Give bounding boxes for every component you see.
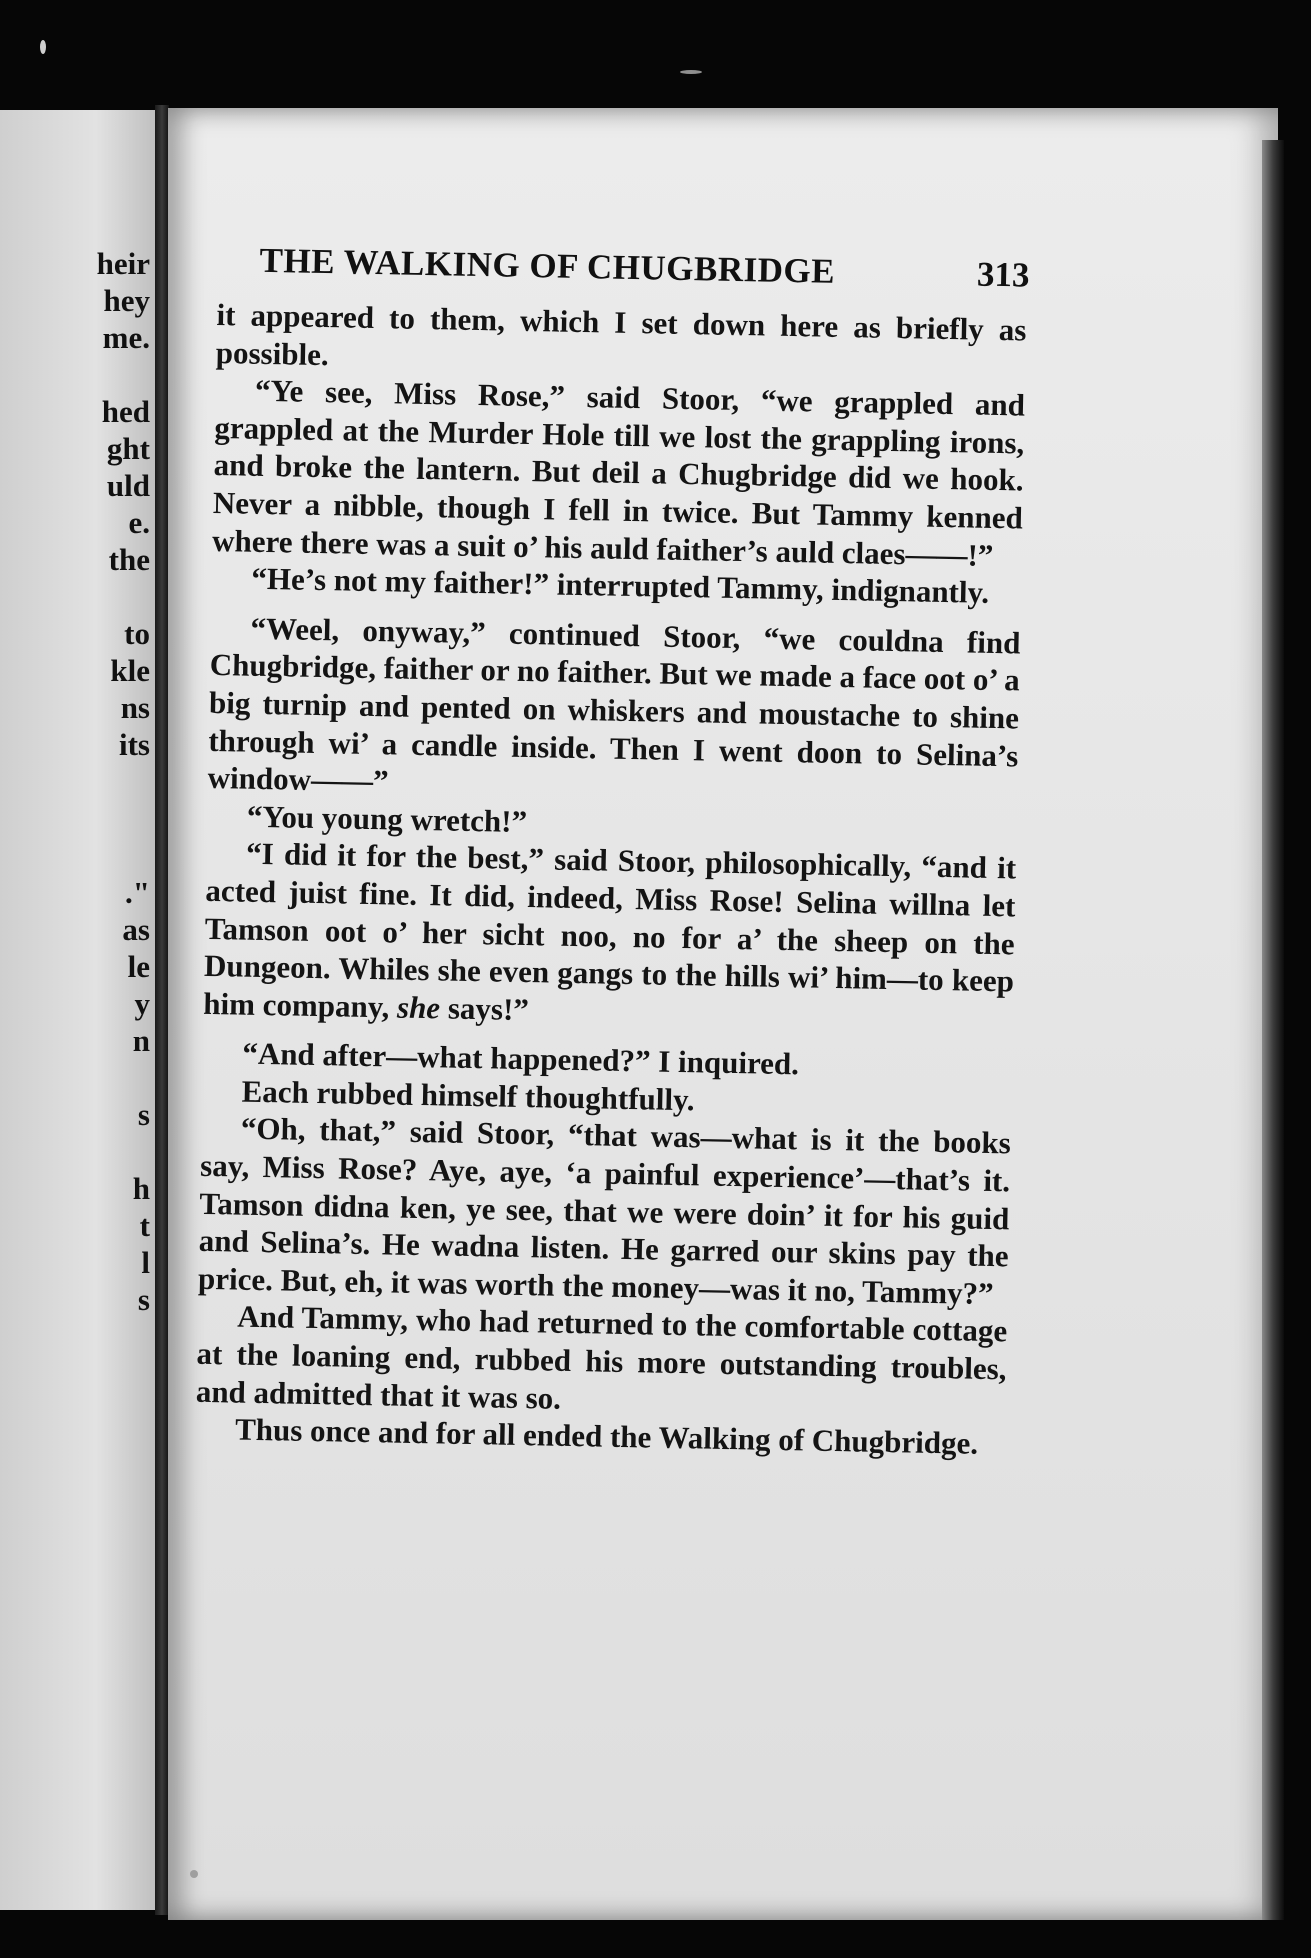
paragraph-6 [203, 834, 1016, 1037]
left-page-fragment: the [108, 542, 150, 577]
left-page-fragment: h [132, 1171, 150, 1206]
left-page-fragment [0, 1059, 150, 1096]
page-number: 313 [976, 254, 1030, 295]
left-facing-page [0, 110, 160, 1910]
left-page-fragment: t [139, 1208, 150, 1243]
paper-speck [40, 40, 46, 54]
left-page-fragment: to [124, 616, 150, 651]
left-page-fragment: n [132, 1023, 150, 1058]
running-title: THE WALKING OF CHUGBRIDGE [259, 240, 836, 291]
left-page-fragment: hey [103, 283, 150, 318]
left-page-fragment [0, 763, 150, 800]
left-page-fragment [0, 1133, 150, 1170]
left-page-fragment [0, 356, 150, 393]
left-page-fragment: e. [128, 505, 150, 540]
paragraph-5: “You young wretch!” [246, 798, 528, 839]
left-page-fragment: ght [106, 431, 150, 466]
paragraph-1: it appeared to them, which I set down here as briefly as possible. [215, 296, 1027, 372]
left-page-fragment: kle [110, 653, 150, 688]
left-page-fragment: uld [106, 468, 150, 503]
left-page-fragment [0, 578, 150, 615]
left-page-fragment: as [122, 912, 150, 947]
paragraph-6-italic: she [396, 989, 441, 1026]
paragraph-8: Each rubbed himself thoughtfully. [241, 1073, 695, 1118]
book-spine [155, 105, 169, 1915]
left-page-fragment: heir [96, 246, 150, 281]
paragraph-4: “Weel, onyway,” continued Stoor, “we couldna find Chugbridge, faither or no faither. But we made a face oot o’ a big turnip and pented on whiskers and moustache to shine through wi’ a candle inside. Then I went doon to Selina’s window——” [207, 610, 1021, 799]
left-page-fragment [0, 837, 150, 874]
paragraph-7: “And after—what happened?” I inquired. [242, 1035, 800, 1082]
left-page-fragment: s [137, 1282, 150, 1317]
left-page-text-fragments [0, 245, 150, 1318]
page-content [195, 240, 1028, 1463]
left-page-fragment: le [127, 949, 150, 984]
paragraph-3: “He’s not my faither!” interrupted Tammy, indignantly. [251, 560, 990, 611]
left-page-fragment: y [134, 986, 150, 1021]
left-page-fragment [0, 800, 150, 837]
left-page-fragment: s [137, 1097, 150, 1132]
left-page-fragment: ns [120, 690, 150, 725]
paragraph-2: “Ye see, Miss Rose,” said Stoor, “we grappled and grappled at the Murder Hole till we lost the grappling irons, and broke the lantern. But deil a Chugbridge did we hook. Never a nibble, though I fell in twice. But Tammy kenned where there was a suit o’ his auld faither’s auld claes——!” [211, 372, 1026, 573]
left-page-fragment: hed [101, 394, 150, 429]
paragraph-11: Thus once and for all ended the Walking of Chugbridge. [234, 1411, 979, 1462]
left-page-fragment: me. [102, 320, 150, 355]
paragraph-9: “Oh, that,” said Stoor, “that was—what is it the books say, Miss Rose? Aye, aye, ‘a painful experience’—that’s it. Tamson didna ken, ye see, that we were doin’ it for his guid and Selina’s. He wadna listen. He garred our skins pay the price. But, eh, it was worth the money—was it no, Tammy?” [197, 1111, 1012, 1311]
paragraph-10: And Tammy, who had returned to the comfortable cottage at the loaning end, rubbed his more outstanding troubles, and admitted that it was so. [195, 1299, 1008, 1416]
left-page-fragment: l [141, 1245, 150, 1280]
page-right-edge [1262, 140, 1284, 1920]
paragraph-6-text: “I did it for the best,” said Stoor, philosophically, “and it acted juist fine. It did, indeed, Miss Rose! Selina willna let Tamson oot o’ her sicht noo, no for a’ the sheep on the Dungeon. Whiles she even gangs to the hills wi’ him—to keep him company, [203, 835, 1017, 1025]
left-page-fragment: its [119, 727, 150, 762]
paper-speck [190, 1870, 198, 1878]
left-page-fragment: ." [125, 875, 150, 910]
paper-speck [680, 70, 702, 74]
body-text [195, 296, 1027, 1463]
paragraph-6-tail: says!” [447, 990, 530, 1027]
